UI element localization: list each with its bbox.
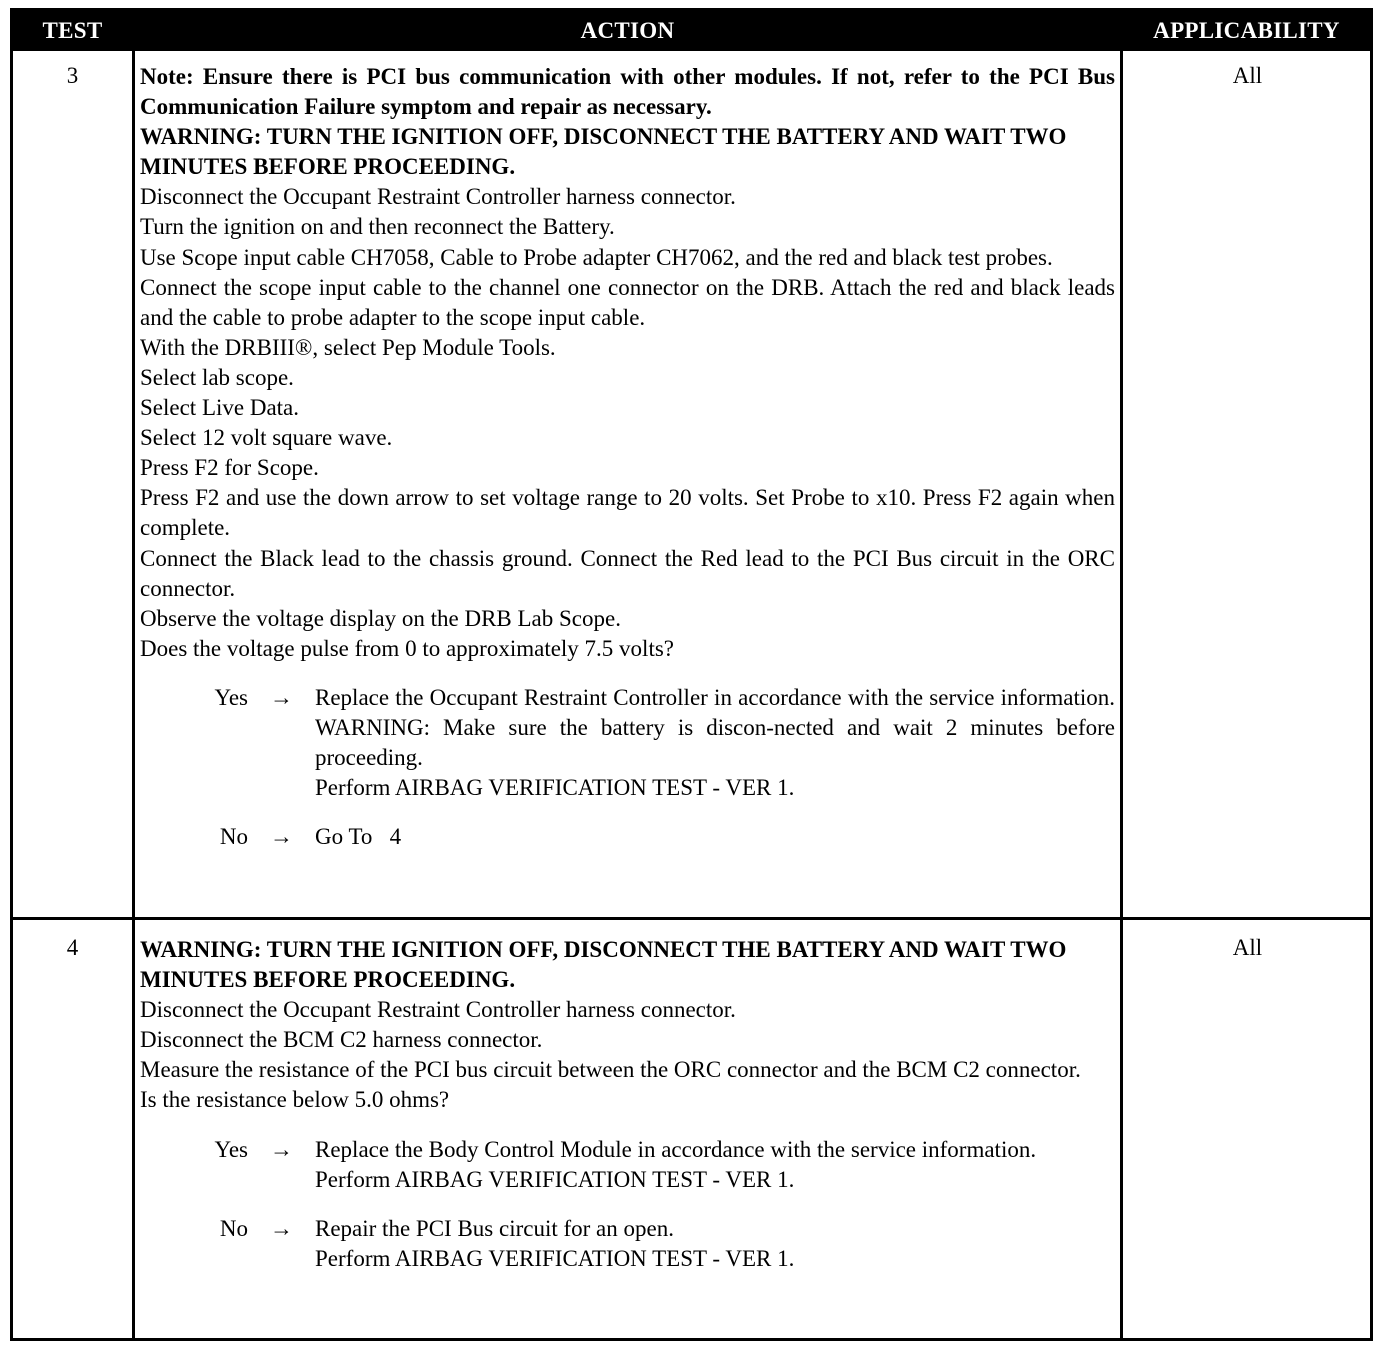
row-4-yes-result <box>140 1135 1115 1195</box>
row-4-action <box>140 935 1115 1274</box>
row-4-yes-text: Replace the Body Control Module in accordance with the service information. <box>315 1136 1037 1162</box>
row-3-applicability: All <box>1232 63 1263 88</box>
header-action: ACTION <box>135 11 1120 51</box>
row-4-no-result <box>140 1214 1115 1274</box>
row-3-yes-text: Replace the Occupant Restraint Controller in accordance with the service information. WARNING: Make sure the battery is discon-nected and wait 2 minutes before proceeding. <box>315 684 1115 771</box>
row-3-yes-result <box>140 683 1115 803</box>
row-3-step: Turn the ignition on and then reconnect the Battery. <box>140 214 615 240</box>
row-3-step: Use Scope input cable CH7058, Cable to Probe adapter CH7062, and the red and black test probes. <box>140 244 1053 270</box>
row-3-step: Connect the scope input cable to the channel one connector on the DRB. Attach the red and black leads and the cable to probe adapter to the scope input cable. <box>140 274 1115 330</box>
row-4-yes-perform: Perform AIRBAG VERIFICATION TEST - VER 1. <box>315 1166 795 1192</box>
row-4-applicability: All <box>1232 935 1263 960</box>
yes-label: Yes <box>214 1136 248 1162</box>
row-3-step: Disconnect the Occupant Restraint Controller harness connector. <box>140 184 736 210</box>
row-4-no-text: Repair the PCI Bus circuit for an open. <box>315 1215 674 1241</box>
row-3-no-result <box>140 822 1115 852</box>
row-4-question: Is the resistance below 5.0 ohms? <box>140 1087 450 1113</box>
row-3-step: Select Live Data. <box>140 395 300 421</box>
row-3-test-number: 3 <box>66 63 79 88</box>
row-4-step: Disconnect the BCM C2 harness connector. <box>140 1027 543 1053</box>
row-4-warning: WARNING: TURN THE IGNITION OFF, DISCONNECT THE BATTERY AND WAIT TWO MINUTES BEFORE PROCEEDING. <box>140 937 1067 993</box>
row-3-no-text: Go To 4 <box>315 824 402 850</box>
row-3-step: Select lab scope. <box>140 364 294 390</box>
diagnostic-table <box>10 8 1373 1341</box>
row-3-step: Select 12 volt square wave. <box>140 425 393 451</box>
row-3-step: With the DRBIII®, select Pep Module Tools. <box>140 334 556 360</box>
arrow-right-icon: → <box>270 824 293 850</box>
row-4-no-perform: Perform AIRBAG VERIFICATION TEST - VER 1. <box>315 1245 795 1271</box>
row-3-note: Note: Ensure there is PCI bus communication with other modules. If not, refer to the PCI Bus Communication Failure symptom and repair as necessary. <box>140 64 1115 120</box>
row-divider <box>13 917 1370 920</box>
arrow-right-icon: → <box>270 1136 293 1162</box>
row-4-step: Measure the resistance of the PCI bus circuit between the ORC connector and the BCM C2 connector. <box>140 1057 1081 1083</box>
row-3-action <box>140 62 1115 852</box>
no-label: No <box>219 824 248 850</box>
row-3-step: Press F2 for Scope. <box>140 455 319 481</box>
row-4-test-number: 4 <box>66 935 79 960</box>
arrow-right-icon: → <box>270 684 293 710</box>
row-3-step: Connect the Black lead to the chassis ground. Connect the Red lead to the PCI Bus circuit in the ORC connector. <box>140 545 1115 601</box>
column-divider-test <box>132 11 135 1338</box>
no-label: No <box>219 1215 248 1241</box>
row-3-step: Observe the voltage display on the DRB Lab Scope. <box>140 605 621 631</box>
row-3-question: Does the voltage pulse from 0 to approximately 7.5 volts? <box>140 635 674 661</box>
row-3-step: Press F2 and use the down arrow to set voltage range to 20 volts. Set Probe to x10. Press F2 again when complete. <box>140 485 1115 541</box>
header-test: TEST <box>13 11 132 51</box>
row-4-step: Disconnect the Occupant Restraint Controller harness connector. <box>140 997 736 1023</box>
header-applicability: APPLICABILITY <box>1123 11 1370 51</box>
row-3-yes-perform: Perform AIRBAG VERIFICATION TEST - VER 1. <box>315 775 795 801</box>
arrow-right-icon: → <box>270 1215 293 1241</box>
yes-label: Yes <box>214 684 248 710</box>
column-divider-applicability <box>1120 11 1123 1338</box>
row-3-warning: WARNING: TURN THE IGNITION OFF, DISCONNECT THE BATTERY AND WAIT TWO MINUTES BEFORE PROCEEDING. <box>140 124 1067 180</box>
